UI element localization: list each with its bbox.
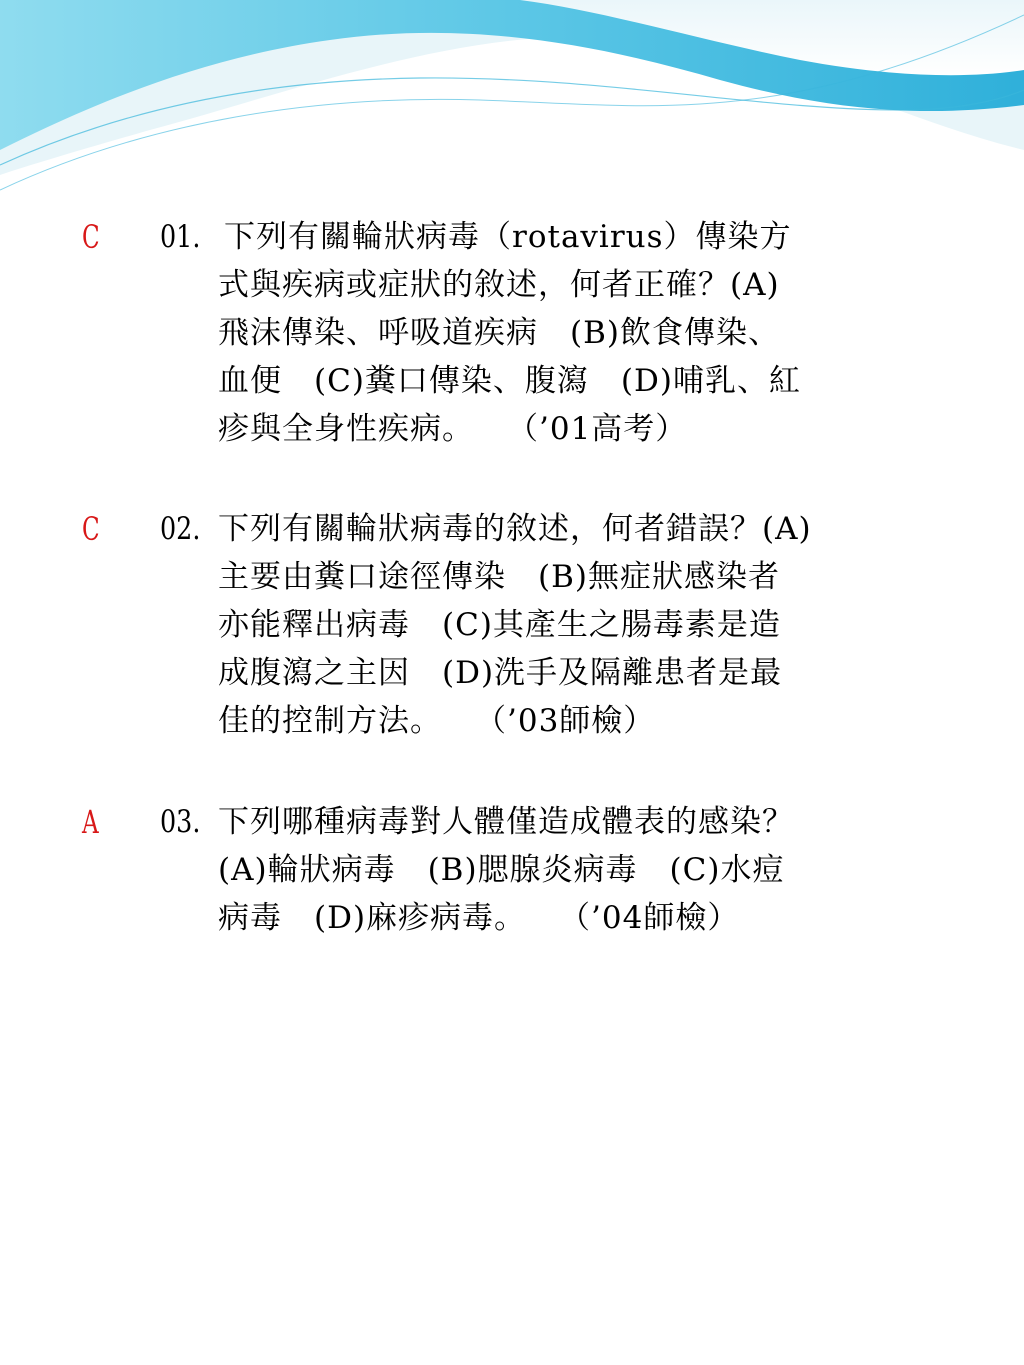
question-text-line: 血便 (C)糞口傳染、腹瀉 (D)哺乳、紅 [218, 363, 801, 399]
question-number: 02. [160, 511, 201, 547]
answer-key: A [82, 803, 99, 841]
question-text-line: 佳的控制方法。 （’03師檢） [218, 703, 656, 739]
question-text-line: 下列有關輪狀病毒（rotavirus）傳染方 [224, 219, 792, 255]
question-text-line: 下列有關輪狀病毒的敘述，何者錯誤？(A) [218, 511, 812, 547]
answer-key: C [82, 510, 100, 548]
question-text-line: 成腹瀉之主因 (D)洗手及隔離患者是最 [218, 655, 783, 691]
question-text-line: 飛沫傳染、呼吸道疾病 (B)飲食傳染、 [218, 315, 780, 351]
question-number: 03. [160, 804, 201, 840]
question-text-line: 病毒 (D)麻疹病毒。 （’04師檢） [218, 900, 740, 936]
answer-key: C [82, 218, 100, 256]
question-text-line: (A)輪狀病毒 (B)腮腺炎病毒 (C)水痘 [218, 852, 785, 888]
question-text-line: 下列哪種病毒對人體僅造成體表的感染？ [218, 804, 794, 840]
question-text-line: 亦能釋出病毒 (C)其產生之腸毒素是造 [218, 607, 781, 643]
question-text-line: 疹與全身性疾病。 （’01高考） [218, 411, 688, 447]
header-wave-decoration [0, 0, 1024, 210]
question-number: 01. [160, 219, 201, 255]
question-text-line: 式與疾病或症狀的敘述，何者正確？(A) [218, 267, 780, 303]
question-text-line: 主要由糞口途徑傳染 (B)無症狀感染者 [218, 559, 780, 595]
